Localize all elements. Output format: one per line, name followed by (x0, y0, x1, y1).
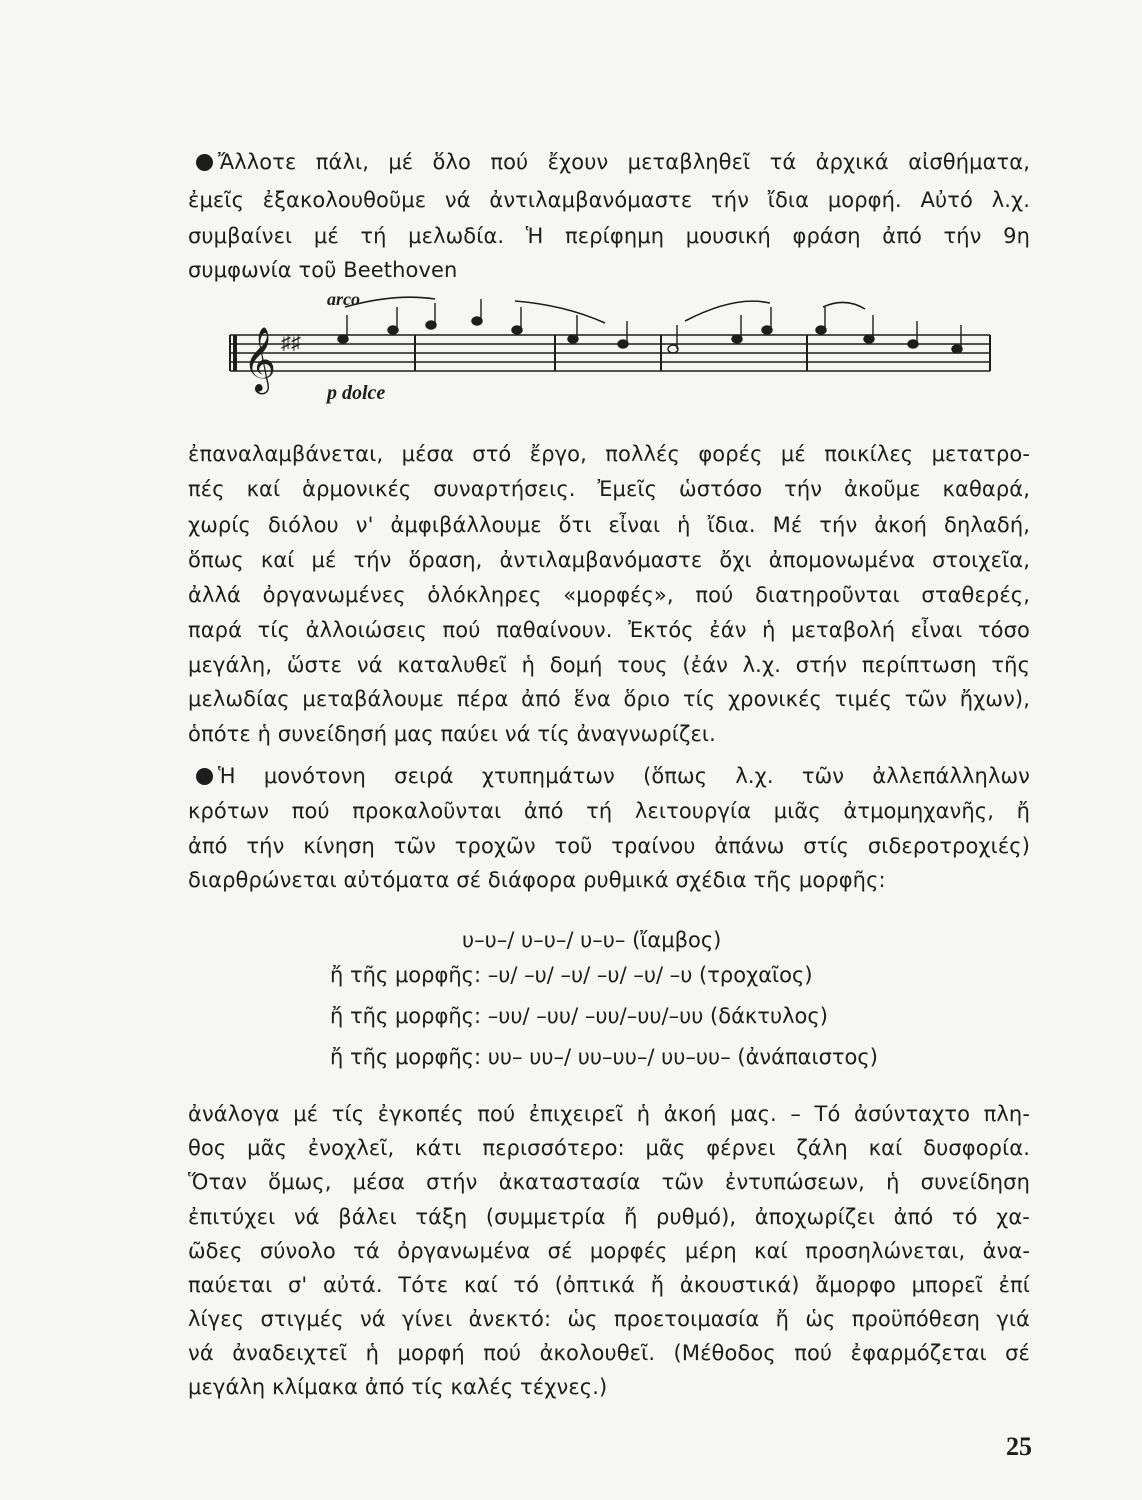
paragraph-4-line-8: νά ἀναδειχτεῖ ἡ μορφή πού ἀκολουθεῖ. (Μέθοδος πού ἐφαρμόζεται σέ (188, 1341, 1030, 1365)
meter-iamb: υ–υ–/ υ–υ–/ υ–υ– (ἴαμβος) (462, 928, 722, 952)
sharp-icon: ♯♯ (281, 332, 301, 354)
paragraph-1-line-4: συμφωνία τοῦ Beethoven (188, 258, 458, 282)
meter-dactyl: ἤ τῆς μορφῆς: –υυ/ –υυ/ –υυ/–υυ/–υυ (δάκτυλος) (330, 1004, 828, 1028)
paragraph-2-line-9: ὁπότε ἡ συνείδησή μας παύει νά τίς ἀναγνωρίζει. (188, 722, 716, 746)
paragraph-4-line-7: λίγες στιγμές νά γίνει ἀνεκτό: ὡς προετοιμασία ἤ ὡς προϋπόθεση γιά (188, 1307, 1030, 1331)
paragraph-1-line-1: Ἄλλοτε πάλι, μέ ὅλο πού ἔχουν μεταβληθεῖ τά ἀρχικά αἰσθήματα, (218, 150, 1030, 174)
music-staff-excerpt (225, 285, 995, 405)
paragraph-4-line-1: ἀνάλογα μέ τίς ἐγκοπές πού ἐπιχειρεῖ ἡ ἀκοή μας. – Τό ἀσύνταχτο πλη- (188, 1102, 1030, 1126)
paragraph-2-line-8: μελωδίας μεταβάλουμε πέρα ἀπό ἕνα ὅριο τίς χρονικές τιμές τῶν ἤχων), (188, 687, 1030, 711)
paragraph-2-line-1: ἐπαναλαμβάνεται, μέσα στό ἔργο, πολλές φορές μέ ποικίλες μετατρο- (188, 442, 1030, 466)
arco-marking: arco (327, 289, 360, 309)
meter-trochee: ἤ τῆς μορφῆς: –υ/ –υ/ –υ/ –υ/ –υ/ –υ (τροχαῖος) (330, 963, 813, 987)
note-heads (338, 299, 962, 353)
paragraph-2-line-3: χωρίς διόλου ν' ἀμφιβάλλουμε ὅτι εἶναι ἡ ἴδια. Μέ τήν ἀκοή δηλαδή, (188, 513, 1030, 537)
paragraph-4-line-5: ῶδες σύνολο τά ὀργανωμένα σέ μορφές μέρη καί προσηλώνεται, ἀνα- (188, 1239, 1030, 1263)
paragraph-4-line-6: παύεται σ' αὐτά. Τότε καί τό (ὀπτικά ἤ ἀκουστικά) ἄμορφο μπορεῖ ἐπί (188, 1273, 1030, 1297)
paragraph-4-line-9: μεγάλη κλίμακα ἀπό τίς καλές τέχνες.) (188, 1375, 608, 1399)
page-number: 25 (1006, 1432, 1032, 1461)
paragraph-1-line-2: ἐμεῖς ἐξακολουθοῦμε νά ἀντιλαμβανόμαστε τήν ἴδια μορφή. Αὐτό λ.χ. (188, 188, 1030, 212)
paragraph-3-line-3: ἀπό τήν κίνηση τῶν τροχῶν τοῦ τραίνου ἀπάνω στίς σιδεροτροχιές) (188, 834, 1030, 858)
treble-clef-icon: 𝄞 (243, 329, 277, 391)
paragraph-2-line-7: μεγάλη, ὥστε νά καταλυθεῖ ἡ δομή τους (ἐάν λ.χ. στήν περίπτωση τῆς (188, 653, 1030, 677)
bullet-marker (196, 768, 213, 785)
paragraph-4-line-2: θος μᾶς ἐνοχλεῖ, κάτι περισσότερο: μᾶς φέρνει ζάλη καί δυσφορία. (188, 1136, 1030, 1160)
paragraph-4-line-3: Ὅταν ὅμως, μέσα στήν ἀκαταστασία τῶν ἐντυπώσεων, ἡ συνείδηση (188, 1170, 1030, 1194)
paragraph-4-line-4: ἐπιτύχει νά βάλει τάξη (συμμετρία ἤ ρυθμό), ἀποχωρίζει ἀπό τό χα- (188, 1205, 1030, 1229)
slurs (345, 297, 865, 323)
dolce-marking: p dolce (327, 382, 386, 404)
paragraph-3-line-4: διαρθρώνεται αὐτόματα σέ διάφορα ρυθμικά σχέδια τῆς μορφῆς: (188, 868, 886, 892)
bullet-marker (196, 154, 213, 171)
paragraph-1-line-3: συμβαίνει μέ τή μελωδία. Ἡ περίφημη μουσική φράση ἀπό τήν 9η (188, 224, 1030, 248)
paragraph-2-line-4: ὅπως καί μέ τήν ὅραση, ἀντιλαμβανόμαστε ὄχι ἀπομονωμένα στοιχεῖα, (188, 548, 1030, 572)
paragraph-2-line-6: παρά τίς ἀλλοιώσεις πού παθαίνουν. Ἐκτός ἐάν ἡ μεταβολή εἶναι τόσο (188, 618, 1030, 642)
paragraph-2-line-2: πές καί ἁρμονικές συναρτήσεις. Ἐμεῖς ὡστόσο τήν ἀκοῦμε καθαρά, (188, 477, 1030, 501)
paragraph-3-line-2: κρότων πού προκαλοῦνται ἀπό τή λειτουργία μιᾶς ἀτμομηχανῆς, ἤ (188, 799, 1030, 823)
paragraph-2-line-5: ἀλλά ὀργανωμένες ὁλόκληρες «μορφές», πού διατηροῦνται σταθερές, (188, 583, 1030, 607)
paragraph-3-line-1: Ἡ μονότονη σειρά χτυπημάτων (ὅπως λ.χ. τῶν ἀλλεπάλληλων (218, 764, 1030, 788)
meter-anapaest: ἤ τῆς μορφῆς: υυ– υυ–/ υυ–υυ–/ υυ–υυ– (ἀνάπαιστος) (330, 1045, 878, 1069)
